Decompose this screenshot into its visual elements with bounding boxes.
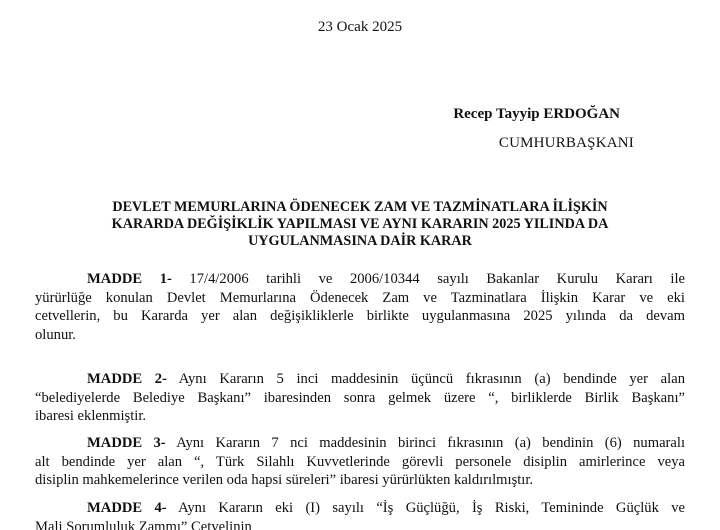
article-line: disiplin mahkemelerince verilen oda hapsi süreleri” ibaresi yürürlükten kaldırılmıştır. — [35, 472, 534, 488]
article-line: alt bendinde yer alan “, Türk Silahlı Kuvvetlerinde görevli personele disiplin amirlerince veya — [35, 453, 685, 470]
article-line — [35, 370, 685, 389]
article-label: MADDE 2- — [87, 371, 167, 387]
signatory-name: Recep Tayyip ERDOĞAN — [453, 106, 620, 122]
article-line — [35, 270, 685, 289]
decree-title-line: KARARDA DEĞİŞİKLİK YAPILMASI VE AYNI KARARIN 2025 YILINDA DA — [111, 216, 609, 232]
article-text: 17/4/2006 tarihli ve 2006/10344 sayılı Bakanlar Kurulu Kararı ile — [171, 271, 685, 287]
article-label: MADDE 1- — [87, 271, 172, 287]
article-label: MADDE 3- — [87, 435, 166, 451]
article-2 — [35, 370, 685, 426]
article-line — [35, 434, 685, 453]
article-line: olunur. — [35, 326, 76, 343]
article-3 — [35, 434, 685, 490]
publication-date: 23 Ocak 2025 — [317, 19, 403, 35]
decree-title — [60, 199, 660, 250]
article-text: Aynı Kararın 5 inci maddesinin üçüncü fıkrasının (a) bendinde yer alan — [166, 371, 685, 387]
article-4 — [35, 499, 685, 530]
article-line: ibaresi eklenmiştir. — [35, 408, 147, 424]
article-line: yürürlüğe konulan Devlet Memurlarına Ödenecek Zam ve Tazminatlara İlişkin Karar ve eki — [35, 289, 685, 306]
article-line: “belediyelerde Belediye Başkanı” ibaresinden sonra gelmek üzere “, birliklerde Birlik Başkanı” — [35, 389, 685, 406]
decree-title-line: UYGULANMASINA DAİR KARAR — [248, 233, 472, 249]
decree-title-line: DEVLET MEMURLARINA ÖDENECEK ZAM VE TAZMİNATLARA İLİŞKİN — [112, 199, 608, 215]
article-text: Aynı Kararın eki (I) sayılı “İş Güçlüğü, İş Riski, Temininde Güçlük ve — [166, 500, 685, 516]
article-line: cetvellerin, bu Kararda yer alan değişikliklerle birlikte uygulanmasına 2025 yılında da devam — [35, 308, 685, 324]
article-line — [35, 499, 685, 518]
article-line: Mali Sorumluluk Zammı” Cetvelinin — [35, 518, 252, 530]
signatory-title: CUMHURBAŞKANI — [498, 135, 634, 151]
article-label: MADDE 4- — [87, 500, 167, 516]
article-text: Aynı Kararın 7 nci maddesinin birinci fıkrasının (a) bendinin (6) numaralı — [165, 435, 686, 451]
article-1 — [35, 270, 685, 344]
